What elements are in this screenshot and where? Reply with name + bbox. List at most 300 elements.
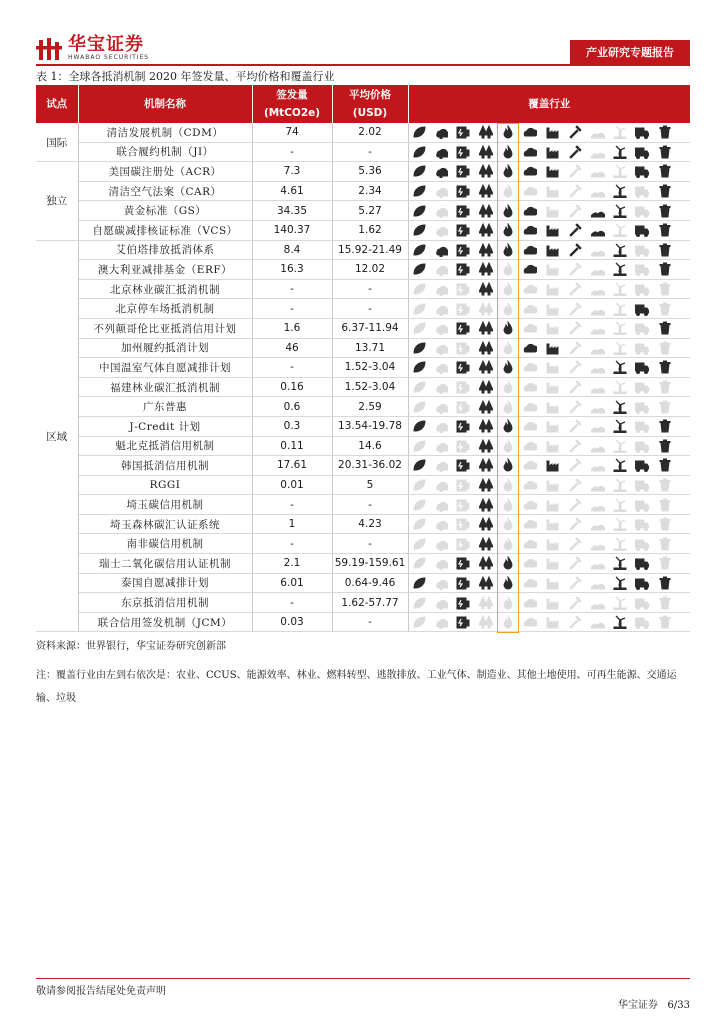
header-price: 平均价格 (USD): [332, 85, 408, 123]
sector-icons-cell: [408, 397, 690, 417]
sector-icons-cell: [408, 220, 690, 240]
price-cell: 4.23: [332, 514, 408, 534]
renewable-energy-icon: [610, 478, 630, 492]
land-use-icon: [588, 478, 608, 492]
mechanism-name-cell: 澳大利亚减排基金（ERF）: [78, 260, 252, 280]
header-mechanism: 机制名称: [78, 85, 252, 123]
industry-factory-icon: [543, 576, 563, 590]
energy-efficiency-icon: [453, 458, 473, 472]
energy-efficiency-icon: [453, 184, 473, 198]
forest-icon: [476, 184, 496, 198]
transport-truck-icon: [632, 302, 652, 316]
energy-efficiency-icon: [453, 498, 473, 512]
table-row: [36, 436, 690, 456]
sector-icons-cell: [408, 534, 690, 554]
waste-bin-icon: [655, 576, 675, 590]
leaf-icon: [409, 439, 429, 453]
land-use-icon: [588, 125, 608, 139]
fugitive-cloud-icon: [520, 125, 540, 139]
energy-efficiency-icon: [453, 341, 473, 355]
fuel-flame-icon: [498, 517, 518, 531]
price-cell: -: [332, 612, 408, 632]
land-use-icon: [588, 302, 608, 316]
industry-factory-icon: [543, 439, 563, 453]
table-row: [36, 475, 690, 495]
mechanism-name-cell: 埼玉碳信用机制: [78, 495, 252, 515]
energy-efficiency-icon: [453, 145, 473, 159]
manufacturing-hammer-icon: [565, 419, 585, 433]
price-cell: 1.62: [332, 220, 408, 240]
price-cell: 1.62-57.77: [332, 593, 408, 613]
table-row: [36, 534, 690, 554]
table-row: [36, 260, 690, 280]
fugitive-cloud-icon: [520, 400, 540, 414]
waste-bin-icon: [655, 458, 675, 472]
land-use-icon: [588, 615, 608, 629]
renewable-energy-icon: [610, 282, 630, 296]
issuance-cell: 0.6: [252, 397, 332, 417]
mechanism-name-cell: 清洁发展机制（CDM）: [78, 123, 252, 142]
industry-factory-icon: [543, 458, 563, 472]
forest-icon: [476, 145, 496, 159]
energy-efficiency-icon: [453, 419, 473, 433]
industry-factory-icon: [543, 282, 563, 296]
renewable-energy-icon: [610, 125, 630, 139]
industry-factory-icon: [543, 400, 563, 414]
ccus-cloud-icon: [431, 615, 451, 629]
fugitive-cloud-icon: [520, 596, 540, 610]
waste-bin-icon: [655, 360, 675, 374]
issuance-cell: 2.1: [252, 554, 332, 574]
price-cell: 2.34: [332, 181, 408, 201]
forest-icon: [476, 596, 496, 610]
sector-icons-cell: [408, 318, 690, 338]
fugitive-cloud-icon: [520, 204, 540, 218]
manufacturing-hammer-icon: [565, 517, 585, 531]
table-row: [36, 456, 690, 476]
mechanism-name-cell: 泰国自愿减排计划: [78, 573, 252, 593]
fuel-flame-icon: [498, 537, 518, 551]
region-cell: 区域: [36, 240, 78, 632]
ccus-cloud-icon: [431, 262, 451, 276]
energy-efficiency-icon: [453, 517, 473, 531]
manufacturing-hammer-icon: [565, 556, 585, 570]
page-number: 6/33: [667, 1000, 690, 1011]
ccus-cloud-icon: [431, 439, 451, 453]
transport-truck-icon: [632, 517, 652, 531]
land-use-icon: [588, 282, 608, 296]
renewable-energy-icon: [610, 262, 630, 276]
transport-truck-icon: [632, 262, 652, 276]
ccus-cloud-icon: [431, 184, 451, 198]
industry-factory-icon: [543, 184, 563, 198]
table-row: [36, 554, 690, 574]
transport-truck-icon: [632, 615, 652, 629]
manufacturing-hammer-icon: [565, 380, 585, 394]
industry-factory-icon: [543, 360, 563, 374]
issuance-cell: 0.11: [252, 436, 332, 456]
sector-icons-cell: [408, 181, 690, 201]
leaf-icon: [409, 615, 429, 629]
fugitive-cloud-icon: [520, 360, 540, 374]
land-use-icon: [588, 204, 608, 218]
fuel-flame-icon: [498, 576, 518, 590]
leaf-icon: [409, 145, 429, 159]
leaf-icon: [409, 302, 429, 316]
waste-bin-icon: [655, 615, 675, 629]
forest-icon: [476, 321, 496, 335]
industry-factory-icon: [543, 615, 563, 629]
industry-factory-icon: [543, 302, 563, 316]
forest-icon: [476, 478, 496, 492]
issuance-cell: 34.35: [252, 201, 332, 221]
industry-factory-icon: [543, 341, 563, 355]
issuance-cell: 46: [252, 338, 332, 358]
waste-bin-icon: [655, 400, 675, 414]
waste-bin-icon: [655, 498, 675, 512]
industry-factory-icon: [543, 262, 563, 276]
price-cell: 13.71: [332, 338, 408, 358]
transport-truck-icon: [632, 223, 652, 237]
leaf-icon: [409, 360, 429, 374]
renewable-energy-icon: [610, 341, 630, 355]
table-row: [36, 338, 690, 358]
transport-truck-icon: [632, 243, 652, 257]
fuel-flame-icon: [498, 419, 518, 433]
table-row: [36, 123, 690, 142]
leaf-icon: [409, 243, 429, 257]
region-cell: 独立: [36, 162, 78, 240]
sector-icons-cell: [408, 377, 690, 397]
manufacturing-hammer-icon: [565, 596, 585, 610]
ccus-cloud-icon: [431, 321, 451, 335]
transport-truck-icon: [632, 282, 652, 296]
land-use-icon: [588, 537, 608, 551]
land-use-icon: [588, 517, 608, 531]
fugitive-cloud-icon: [520, 243, 540, 257]
transport-truck-icon: [632, 458, 652, 472]
renewable-energy-icon: [610, 615, 630, 629]
forest-icon: [476, 164, 496, 178]
waste-bin-icon: [655, 223, 675, 237]
waste-bin-icon: [655, 380, 675, 394]
price-cell: 5.27: [332, 201, 408, 221]
leaf-icon: [409, 125, 429, 139]
ccus-cloud-icon: [431, 419, 451, 433]
footer-company: 华宝证券: [617, 1000, 658, 1011]
logo-cn-text: 华宝证券: [68, 34, 144, 55]
fugitive-cloud-icon: [520, 478, 540, 492]
transport-truck-icon: [632, 380, 652, 394]
leaf-icon: [409, 596, 429, 610]
waste-bin-icon: [655, 302, 675, 316]
transport-truck-icon: [632, 184, 652, 198]
header-divider: [36, 64, 690, 66]
manufacturing-hammer-icon: [565, 615, 585, 629]
land-use-icon: [588, 498, 608, 512]
fugitive-cloud-icon: [520, 145, 540, 159]
energy-efficiency-icon: [453, 302, 473, 316]
manufacturing-hammer-icon: [565, 537, 585, 551]
energy-efficiency-icon: [453, 478, 473, 492]
manufacturing-hammer-icon: [565, 204, 585, 218]
issuance-cell: -: [252, 495, 332, 515]
mechanism-name-cell: 北京林业碳汇抵消机制: [78, 279, 252, 299]
ccus-cloud-icon: [431, 556, 451, 570]
fugitive-cloud-icon: [520, 439, 540, 453]
manufacturing-hammer-icon: [565, 321, 585, 335]
manufacturing-hammer-icon: [565, 243, 585, 257]
forest-icon: [476, 262, 496, 276]
manufacturing-hammer-icon: [565, 145, 585, 159]
issuance-cell: 0.3: [252, 416, 332, 436]
forest-icon: [476, 282, 496, 296]
issuance-cell: -: [252, 593, 332, 613]
sector-icons-cell: [408, 358, 690, 378]
ccus-cloud-icon: [431, 164, 451, 178]
price-cell: 5: [332, 475, 408, 495]
ccus-cloud-icon: [431, 125, 451, 139]
waste-bin-icon: [655, 204, 675, 218]
manufacturing-hammer-icon: [565, 262, 585, 276]
industry-factory-icon: [543, 556, 563, 570]
land-use-icon: [588, 145, 608, 159]
waste-bin-icon: [655, 145, 675, 159]
forest-icon: [476, 458, 496, 472]
forest-icon: [476, 556, 496, 570]
land-use-icon: [588, 419, 608, 433]
land-use-icon: [588, 184, 608, 198]
fugitive-cloud-icon: [520, 164, 540, 178]
mechanism-name-cell: 黄金标准（GS）: [78, 201, 252, 221]
forest-icon: [476, 537, 496, 551]
mechanism-name-cell: 埼玉森林碳汇认证系统: [78, 514, 252, 534]
leaf-icon: [409, 419, 429, 433]
transport-truck-icon: [632, 125, 652, 139]
fuel-flame-icon: [498, 596, 518, 610]
industry-factory-icon: [543, 419, 563, 433]
table-row: [36, 416, 690, 436]
ccus-cloud-icon: [431, 282, 451, 296]
issuance-cell: 16.3: [252, 260, 332, 280]
fuel-flame-icon: [498, 615, 518, 629]
table-row: [36, 299, 690, 319]
forest-icon: [476, 439, 496, 453]
issuance-cell: 0.03: [252, 612, 332, 632]
manufacturing-hammer-icon: [565, 439, 585, 453]
manufacturing-hammer-icon: [565, 164, 585, 178]
table-row: [36, 377, 690, 397]
waste-bin-icon: [655, 419, 675, 433]
forest-icon: [476, 341, 496, 355]
waste-bin-icon: [655, 125, 675, 139]
renewable-energy-icon: [610, 596, 630, 610]
sector-icons-cell: [408, 475, 690, 495]
mechanism-name-cell: 东京抵消信用机制: [78, 593, 252, 613]
energy-efficiency-icon: [453, 537, 473, 551]
mechanism-name-cell: 加州履约抵消计划: [78, 338, 252, 358]
renewable-energy-icon: [610, 360, 630, 374]
header-issuance: 签发量 (MtCO2e): [252, 85, 332, 123]
waste-bin-icon: [655, 556, 675, 570]
sector-icons-cell: [408, 240, 690, 260]
land-use-icon: [588, 360, 608, 374]
transport-truck-icon: [632, 498, 652, 512]
renewable-energy-icon: [610, 556, 630, 570]
price-cell: 1.52-3.04: [332, 358, 408, 378]
sector-icons-cell: [408, 456, 690, 476]
table-row: [36, 181, 690, 201]
ccus-cloud-icon: [431, 596, 451, 610]
ccus-cloud-icon: [431, 302, 451, 316]
renewable-energy-icon: [610, 458, 630, 472]
issuance-cell: 0.01: [252, 475, 332, 495]
logo-mark-icon: [36, 36, 62, 62]
table-row: [36, 162, 690, 182]
transport-truck-icon: [632, 360, 652, 374]
fugitive-cloud-icon: [520, 302, 540, 316]
land-use-icon: [588, 400, 608, 414]
fugitive-cloud-icon: [520, 517, 540, 531]
fuel-flame-icon: [498, 223, 518, 237]
industry-factory-icon: [543, 164, 563, 178]
issuance-cell: 8.4: [252, 240, 332, 260]
issuance-cell: -: [252, 358, 332, 378]
leaf-icon: [409, 321, 429, 335]
price-cell: 14.6: [332, 436, 408, 456]
leaf-icon: [409, 556, 429, 570]
footer-divider: [36, 978, 690, 979]
table-row: [36, 201, 690, 221]
fuel-flame-icon: [498, 282, 518, 296]
leaf-icon: [409, 478, 429, 492]
sector-icons-cell: [408, 279, 690, 299]
table-row: [36, 142, 690, 162]
transport-truck-icon: [632, 419, 652, 433]
price-cell: -: [332, 142, 408, 162]
forest-icon: [476, 400, 496, 414]
issuance-cell: 1.6: [252, 318, 332, 338]
renewable-energy-icon: [610, 204, 630, 218]
industry-factory-icon: [543, 498, 563, 512]
region-cell: 国际: [36, 123, 78, 162]
sector-icons-cell: [408, 554, 690, 574]
mechanism-name-cell: 南非碳信用机制: [78, 534, 252, 554]
transport-truck-icon: [632, 537, 652, 551]
price-cell: 2.59: [332, 397, 408, 417]
source-note: 资料来源：世界银行，华宝证券研究创新部: [36, 641, 226, 652]
table-row: [36, 279, 690, 299]
renewable-energy-icon: [610, 243, 630, 257]
table-row: [36, 397, 690, 417]
energy-efficiency-icon: [453, 360, 473, 374]
forest-icon: [476, 204, 496, 218]
forest-icon: [476, 498, 496, 512]
transport-truck-icon: [632, 164, 652, 178]
price-cell: 12.02: [332, 260, 408, 280]
waste-bin-icon: [655, 537, 675, 551]
issuance-cell: 1: [252, 514, 332, 534]
mechanism-name-cell: 清洁空气法案（CAR）: [78, 181, 252, 201]
leaf-icon: [409, 341, 429, 355]
transport-truck-icon: [632, 556, 652, 570]
energy-efficiency-icon: [453, 615, 473, 629]
price-cell: 6.37-11.94: [332, 318, 408, 338]
forest-icon: [476, 223, 496, 237]
land-use-icon: [588, 164, 608, 178]
table-row: [36, 220, 690, 240]
fuel-flame-icon: [498, 458, 518, 472]
ccus-cloud-icon: [431, 458, 451, 472]
fugitive-cloud-icon: [520, 282, 540, 296]
fugitive-cloud-icon: [520, 419, 540, 433]
land-use-icon: [588, 341, 608, 355]
ccus-cloud-icon: [431, 145, 451, 159]
manufacturing-hammer-icon: [565, 282, 585, 296]
land-use-icon: [588, 458, 608, 472]
ccus-cloud-icon: [431, 478, 451, 492]
fuel-flame-icon: [498, 204, 518, 218]
industry-factory-icon: [543, 223, 563, 237]
footer-page-info: [618, 996, 690, 1011]
leaf-icon: [409, 498, 429, 512]
sector-icons-cell: [408, 142, 690, 162]
manufacturing-hammer-icon: [565, 184, 585, 198]
fugitive-cloud-icon: [520, 321, 540, 335]
fugitive-cloud-icon: [520, 262, 540, 276]
price-cell: 20.31-36.02: [332, 456, 408, 476]
ccus-cloud-icon: [431, 537, 451, 551]
fugitive-cloud-icon: [520, 498, 540, 512]
manufacturing-hammer-icon: [565, 576, 585, 590]
industry-factory-icon: [543, 537, 563, 551]
issuance-cell: -: [252, 299, 332, 319]
ccus-cloud-icon: [431, 243, 451, 257]
fuel-flame-icon: [498, 164, 518, 178]
renewable-energy-icon: [610, 419, 630, 433]
price-cell: 13.54-19.78: [332, 416, 408, 436]
footer-disclaimer: 敬请参阅报告结尾处免责声明: [36, 986, 166, 997]
sector-icons-cell: [408, 612, 690, 632]
table-row: [36, 573, 690, 593]
mechanism-name-cell: J-Credit 计划: [78, 416, 252, 436]
mechanism-name-cell: 自愿碳减排核证标准（VCS）: [78, 220, 252, 240]
energy-efficiency-icon: [453, 125, 473, 139]
waste-bin-icon: [655, 282, 675, 296]
issuance-cell: 4.61: [252, 181, 332, 201]
fugitive-cloud-icon: [520, 223, 540, 237]
price-cell: -: [332, 495, 408, 515]
table-row: [36, 318, 690, 338]
ccus-cloud-icon: [431, 517, 451, 531]
table-header-row: [36, 85, 690, 123]
fugitive-cloud-icon: [520, 380, 540, 394]
header-region: 试点: [36, 85, 78, 123]
industry-factory-icon: [543, 321, 563, 335]
mechanism-name-cell: 联合信用签发机制（JCM）: [78, 612, 252, 632]
leaf-icon: [409, 282, 429, 296]
renewable-energy-icon: [610, 145, 630, 159]
table-row: [36, 495, 690, 515]
industry-factory-icon: [543, 243, 563, 257]
fuel-flame-icon: [498, 262, 518, 276]
ccus-cloud-icon: [431, 576, 451, 590]
forest-icon: [476, 243, 496, 257]
renewable-energy-icon: [610, 164, 630, 178]
transport-truck-icon: [632, 596, 652, 610]
fuel-flame-icon: [498, 125, 518, 139]
industry-factory-icon: [543, 125, 563, 139]
